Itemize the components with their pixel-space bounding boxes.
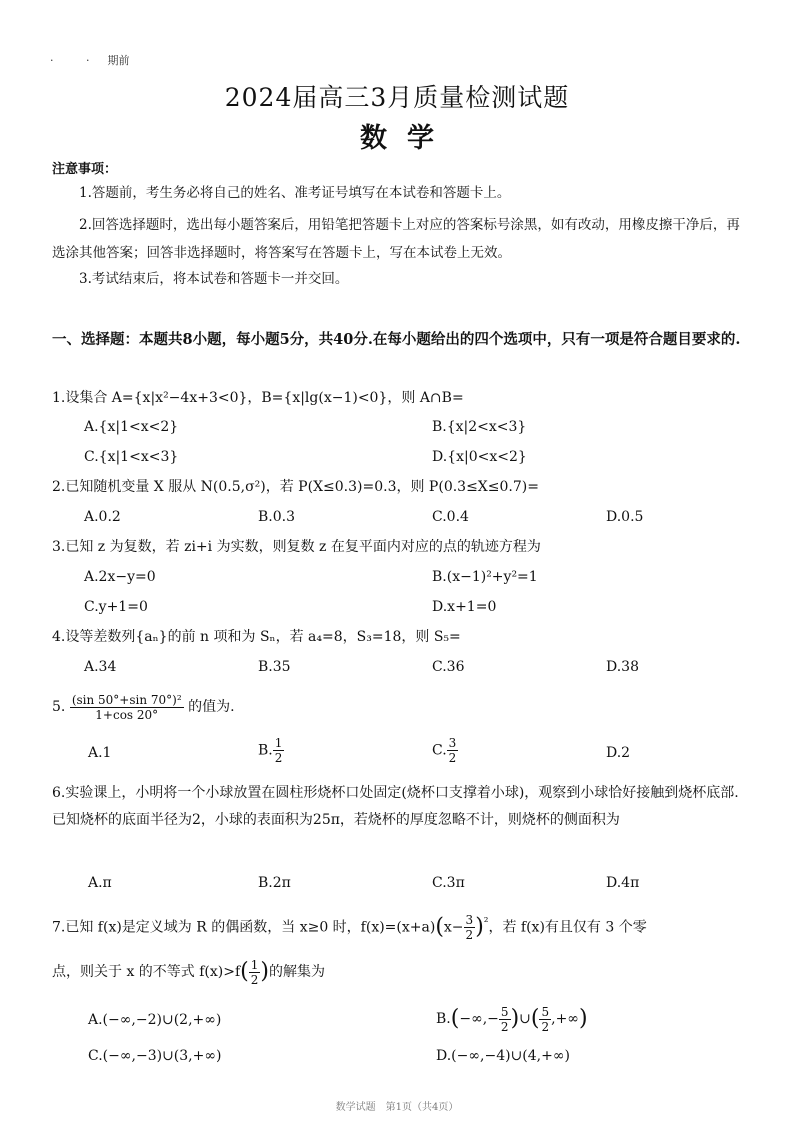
- question-1-option-b: B.{x|2<x<3}: [432, 419, 527, 435]
- question-5-option-c: C. $\frac{3}{2}$: [432, 736, 457, 765]
- question-7-option-a: A.(−∞,−2)∪(2,+∞): [88, 1012, 222, 1028]
- question-3-option-b: B.(x−1)²+y²=1: [432, 569, 538, 585]
- subject-title: 数学: [360, 123, 454, 154]
- question-4-option-b: B.35: [258, 659, 291, 675]
- exam-title: 2024届高三3月质量检测试题: [224, 83, 570, 112]
- question-6-option-d: D.4π: [606, 875, 640, 891]
- question-4-option-d: D.38: [606, 659, 639, 675]
- question-7-option-b: B.(−∞,− $\frac{5}{2}$ )∪( $\frac{5}{2}$ ,+∞): [436, 1004, 588, 1034]
- question-7-stem-line-2: 点，则关于 x 的不等式 f(x)>f( $\frac{1}{2}$ )的解集为: [52, 957, 325, 987]
- question-5-fraction: $\frac{\text{(sin 50°+sin 70°)²}}{1+\cos 20^\circ}$: [71, 692, 182, 722]
- question-6-option-b: B.2π: [258, 875, 291, 891]
- notice-item-1: 1.答题前，考生务必将自己的姓名、准考证号填写在本试卷和答题卡上。: [79, 185, 511, 201]
- question-7-stem-line-1: 7.已知 f(x)是定义域为 R 的偶函数，当 x≥0 时，f(x)=(x+a)(x− $\frac{3}{2}$ )$^{^2}$，若 f(x)有且仅有 3 个零: [52, 913, 647, 943]
- question-3-option-d: D.x+1=0: [432, 599, 497, 615]
- notice-item-2: 2.回答选择题时，选出每小题答案后，用铅笔把答题卡上对应的答案标号涂黑，如有改动，用橡皮擦干净后，再选涂其他答案；回答非选择题时，将答案写在答题卡上，写在本试卷上无效。: [52, 217, 740, 261]
- notice-item-3: 3.考试结束后，将本试卷和答题卡一并交回。: [79, 271, 349, 287]
- question-2-stem: 2.已知随机变量 X 服从 N(0.5,σ²)，若 P(X≤0.3)=0.3，则 P(0.3≤X≤0.7)=: [52, 479, 539, 495]
- question-1-stem: 1.设集合 A={x|x²−4x+3<0}，B={x|lg(x−1)<0}，则 A∩B=: [52, 390, 464, 406]
- question-6-stem: 6.实验课上，小明将一个小球放置在圆柱形烧杯口处固定(烧杯口支撑着小球)，观察到小球恰好接触到烧杯底部.已知烧杯的底面半径为2，小球的表面积为25π，若烧杯的厚度忽略不计，则烧杯的侧面积为: [52, 785, 739, 828]
- question-2-option-a: A.0.2: [84, 509, 121, 525]
- question-7-option-c: C.(−∞,−3)∪(3,+∞): [88, 1048, 222, 1064]
- question-2-option-d: D.0.5: [606, 509, 644, 525]
- question-1-option-c: C.{x|1<x<3}: [84, 449, 179, 465]
- question-3-option-c: C.y+1=0: [84, 599, 148, 615]
- question-3-option-a: A.2x−y=0: [84, 569, 156, 585]
- question-2-option-b: B.0.3: [258, 509, 296, 525]
- question-5-option-a: A.1: [88, 745, 112, 761]
- notice-heading: 注意事项：: [52, 162, 118, 177]
- question-6-option-c: C.3π: [432, 875, 465, 891]
- section-title: 一、选择题：本题共8小题，每小题5分，共40分.在每小题给出的四个选项中，只有一项是符合题目要求的.: [52, 331, 741, 348]
- question-5-option-d: D.2: [606, 745, 631, 761]
- question-1-option-a: A.{x|1<x<2}: [84, 419, 179, 435]
- question-4-option-c: C.36: [432, 659, 465, 675]
- question-2-option-c: C.0.4: [432, 509, 469, 525]
- question-4-stem: 4.设等差数列{aₙ}的前 n 项和为 Sₙ，若 a₄=8，S₃=18，则 S₅=: [52, 629, 461, 645]
- question-3-stem: 3.已知 z 为复数，若 zi+i 为实数，则复数 z 在复平面内对应的点的轨迹方程为: [52, 539, 541, 555]
- question-6-option-a: A.π: [88, 875, 112, 891]
- question-4-option-a: A.34: [84, 659, 117, 675]
- question-7-option-d: D.(−∞,−4)∪(4,+∞): [436, 1048, 570, 1064]
- question-5-stem: 5. $\frac{\text{(sin 50°+sin 70°)²}}{1+\cos 20^\circ}$ 的值为.: [52, 692, 235, 722]
- page-footer: 数学试题 第1页（共4页）: [335, 1102, 459, 1113]
- question-1-option-d: D.{x|0<x<2}: [432, 449, 527, 465]
- header-mark: · · 期前: [50, 54, 130, 67]
- question-5-option-b: B. $\frac{1}{2}$: [258, 736, 283, 765]
